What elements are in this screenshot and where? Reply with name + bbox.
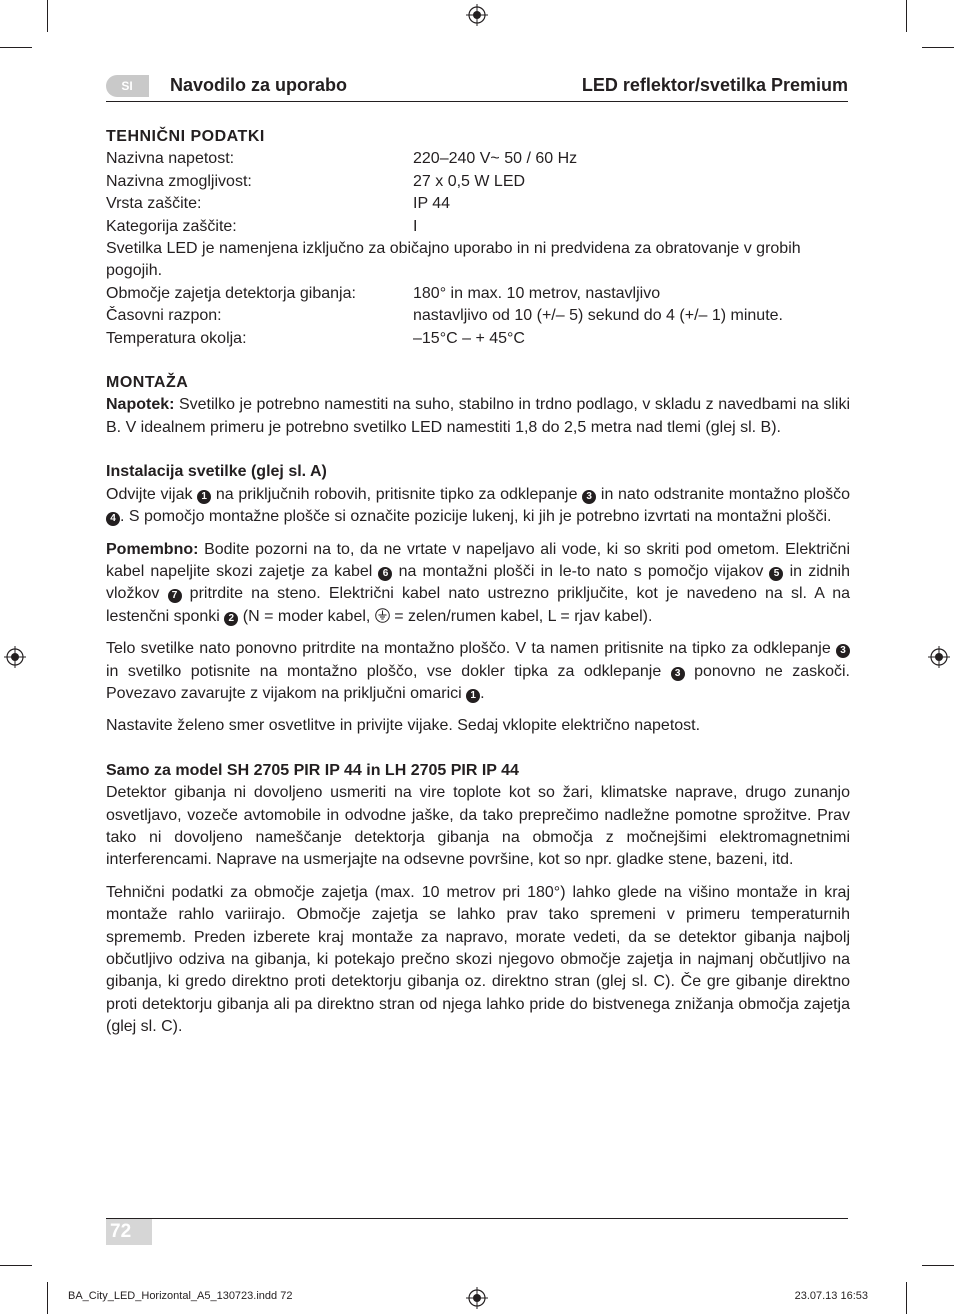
marker-7-icon: 7 <box>168 589 182 603</box>
crop-mark <box>922 1265 954 1266</box>
spec-row <box>106 148 850 170</box>
spec-value: IP 44 <box>413 195 451 213</box>
hint-text: Svetilko je potrebno namestiti na suho, stabilno in trdno podlago, v skladu z navedbami na sliki B. V idealnem primeru je potrebno svetilko LED namestiti 1,8 do 2,5 metra nad tlemi (glej sl. B). <box>106 396 850 436</box>
important-text: pritrdite na steno. Električni kabel nato ustrezno priključite, kot je navedeno na sl. A na lestenčni sponki <box>106 585 851 625</box>
body-text: Telo svetilke nato ponovno pritrdite na montažno ploščo. V ta namen pritisnite na tipko za odklepanje <box>106 640 836 658</box>
spec-value: I <box>413 217 418 235</box>
spec-value: nastavljivo od 10 (+/– 5) sekund do 4 (+/– 1) minute. <box>413 307 783 325</box>
spec-label: Nazivna zmogljivost: <box>106 172 252 190</box>
body-text: ponovno ne zaskoči. Povezavo zavarujte z vijakom na priključni omarici <box>106 662 851 702</box>
page-content <box>106 126 850 1039</box>
adjust-paragraph: Nastavite želeno smer osvetlitve in privijte vijake. Sedaj vklopite električno napetost. <box>106 717 701 735</box>
spec-label: Nazivna napetost: <box>106 150 235 168</box>
crop-mark <box>47 0 48 32</box>
page-number: 72 <box>106 1219 152 1245</box>
hint-label: Napotek: <box>106 396 175 414</box>
ground-symbol-icon <box>375 608 390 623</box>
marker-4-icon: 4 <box>106 512 120 526</box>
crop-mark <box>922 47 954 48</box>
spec-label: Temperatura okolja: <box>106 329 247 347</box>
registration-mark-icon <box>4 646 26 668</box>
spec-row <box>106 305 850 327</box>
spec-label: Vrsta zaščite: <box>106 195 202 213</box>
mount-hint <box>106 394 850 439</box>
important-text: na montažni plošči in le-to nato s pomočjo vijakov <box>392 562 770 580</box>
spec-label: Kategorija zaščite: <box>106 217 237 235</box>
spec-row <box>106 216 850 238</box>
spec-label: Območje zajetja detektorja gibanja: <box>106 284 356 302</box>
spec-label: Časovni razpon: <box>106 307 222 325</box>
install-title: Instalacija svetilke (glej sl. A) <box>106 463 327 481</box>
crop-mark <box>0 1265 32 1266</box>
spec-value: 180° in max. 10 metrov, nastavljivo <box>413 284 661 302</box>
marker-1-icon: 1 <box>466 689 480 703</box>
registration-mark-icon <box>466 1287 488 1309</box>
important-paragraph <box>106 539 850 629</box>
page-header <box>106 73 848 102</box>
install-text: na priključnih robovih, pritisnite tipko za odklepanje <box>211 485 583 503</box>
slug-filename: BA_City_LED_Horizontal_A5_130723.indd 72 <box>68 1290 293 1302</box>
install-text: . S pomočjo montažne plošče si označite pozicije lukenj, ki jih je potrebno izvrtati na montažni plošči. <box>120 508 832 526</box>
important-text: = zelen/rumen kabel, L = rjav kabel). <box>389 607 653 625</box>
crop-mark <box>906 0 907 32</box>
language-code: SI <box>121 79 133 93</box>
spec-value: 27 x 0,5 W LED <box>413 172 526 190</box>
marker-3-icon: 3 <box>671 667 685 681</box>
spec-row <box>106 283 850 305</box>
specs-title: TEHNIČNI PODATKI <box>106 128 265 145</box>
install-text: Odvijte vijak <box>106 485 198 503</box>
body-text: in svetilko potisnite na montažno ploščo, vse dokler tipka za odklepanje <box>106 662 671 680</box>
body-text: . <box>480 684 485 702</box>
spec-value: 220–240 V~ 50 / 60 Hz <box>413 150 578 168</box>
model-title: Samo za model SH 2705 PIR IP 44 in LH 2705 PIR IP 44 <box>106 761 519 779</box>
crop-mark <box>906 1282 907 1314</box>
important-text: in zidnih vložkov <box>106 562 850 603</box>
important-text: (N = moder kabel, <box>238 607 375 625</box>
spec-value: –15°C – + 45°C <box>413 329 525 347</box>
important-text: Bodite pozorni na to, da ne vrtate v napeljavo ali vode, ki so skriti pod ometom. Električni kabel napeljite skozi zajetje za kabel <box>106 540 850 580</box>
registration-mark-icon <box>928 646 950 668</box>
footer-divider <box>106 1218 848 1219</box>
marker-3-icon: 3 <box>836 644 850 658</box>
header-left-title: Navodilo za uporabo <box>170 75 348 95</box>
install-text: in nato odstranite montažno ploščo <box>596 485 851 503</box>
model-paragraph-2: Tehnični podatki za območje zajetja (max. 10 metrov pri 180°) lahko glede na višino montaže in kraj montaže rahlo variirajo. Območje zajetja se lahko prav tako spremeni v primeru temperaturnih sprememb. Preden izberete kraj montaže za napravo, morate vedeti, da se detektor gibanja najbolj občutljivo odziva na gibanja, ki potekajo prečno skozi njegovo območje zajetja in najmanj občutljivo na gibanja, ki gredo direktno proti detektorju gibanja oz. direktno stran (glej sl. C). Če gre gibanje direktno proti detektorju gibanja ali pa direktno stran od njega lahko pride do bistvenega znižanja območja zajetja (glej sl. C). <box>106 883 850 1036</box>
registration-mark-icon <box>466 4 488 26</box>
body-paragraph <box>106 638 850 705</box>
marker-1-icon: 1 <box>197 490 211 504</box>
marker-2-icon: 2 <box>224 612 238 626</box>
spec-row <box>106 328 850 350</box>
slug-timestamp: 23.07.13 16:53 <box>794 1290 868 1302</box>
crop-mark <box>0 47 32 48</box>
specs-note: Svetilka LED je namenjena izključno za običajno uporabo in ni predvidena za obratovanje v grobih pogojih. <box>106 240 801 280</box>
header-right-title: LED reflektor/svetilka Premium <box>581 75 848 95</box>
marker-6-icon: 6 <box>378 567 392 581</box>
mount-title: MONTAŽA <box>106 374 189 392</box>
important-label: Pomembno: <box>106 540 199 558</box>
marker-3-icon: 3 <box>582 490 596 504</box>
spec-row <box>106 171 850 193</box>
crop-mark <box>47 1282 48 1314</box>
spec-row <box>106 193 850 215</box>
install-paragraph <box>106 484 850 529</box>
model-paragraph-1: Detektor gibanja ni dovoljeno usmeriti na vire toplote kot so žari, klimatske naprave, drugo zunanjo osvetljavo, vozeče avtomobile in odvodne jaške, da tako preprečimo nadležne pomotne sprožitve. Prav tako ni dovoljeno nameščanje detektorja gibanja na območja z močnejšimi elektromagnetnimi interferencami. Naprave na usmerjajte na odsevne površine, kot so npr. gladke stene, bazeni, itd. <box>106 784 850 869</box>
marker-5-icon: 5 <box>769 567 783 581</box>
